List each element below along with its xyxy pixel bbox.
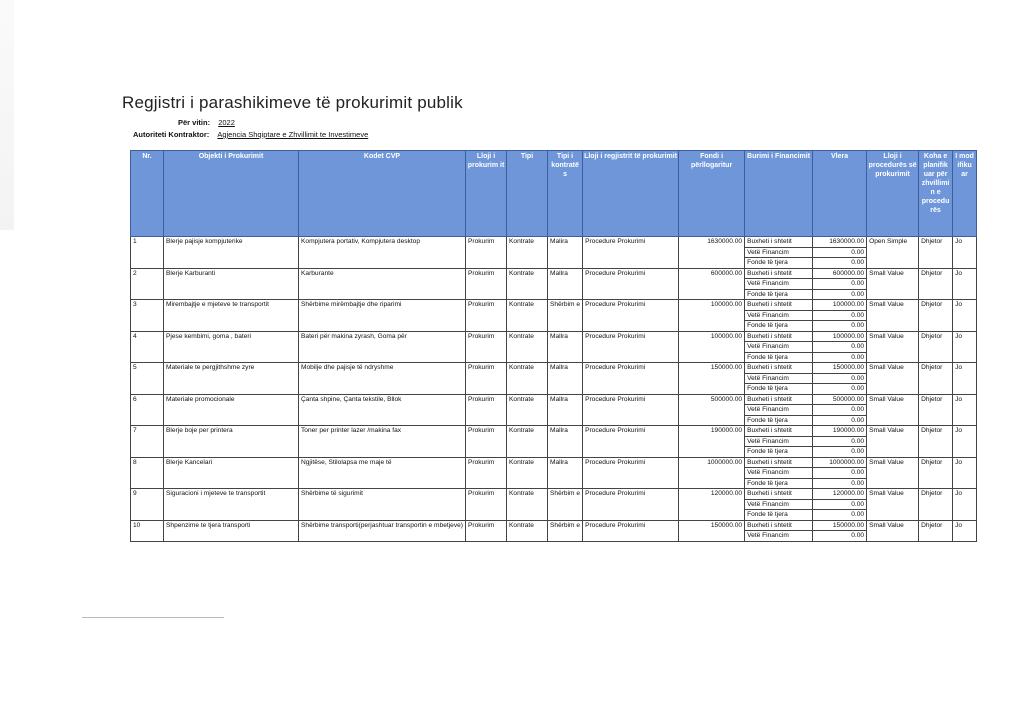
table-row [131, 237, 977, 248]
procurement-register-table [130, 150, 977, 542]
cell-tipi-kontrates: Mallra [548, 331, 583, 363]
year-label: Për vitin: [178, 118, 211, 127]
cell-burimi: Buxheti i shtetit [745, 394, 813, 405]
cell-nr: 2 [131, 268, 164, 300]
cell-vlera: 0.00 [813, 289, 867, 300]
cell-procedure: Small Value [867, 394, 919, 426]
cell-burimi: Buxheti i shtetit [745, 300, 813, 311]
cell-regjistri: Procedure Prokurimi [583, 331, 679, 363]
cell-tipi: Kontrate [507, 300, 548, 332]
cell-burimi: Buxheti i shtetit [745, 237, 813, 248]
cell-vlera: 0.00 [813, 373, 867, 384]
cell-regjistri: Procedure Prokurimi [583, 457, 679, 489]
cell-objekti: Blerje boje per printera [164, 426, 299, 458]
cell-kodet: Shërbime transporti(perjashtuar transportin e mbetjeve) [299, 520, 466, 541]
cell-objekti: Shpenzime te tjera transporti [164, 520, 299, 541]
table-row [131, 457, 977, 468]
cell-procedure: Small Value [867, 300, 919, 332]
cell-fondi: 100000.00 [679, 300, 745, 332]
cell-koha: Dhjetor [919, 394, 953, 426]
table-row [131, 363, 977, 374]
cell-lloji: Prokurim [466, 363, 507, 395]
cell-burimi: Vetë Financim [745, 342, 813, 353]
cell-nr: 9 [131, 489, 164, 521]
cell-modifikuar: Jo [953, 268, 977, 300]
cell-lloji: Prokurim [466, 520, 507, 541]
cell-procedure: Small Value [867, 331, 919, 363]
cell-lloji: Prokurim [466, 457, 507, 489]
cell-burimi: Buxheti i shtetit [745, 457, 813, 468]
cell-procedure: Small Value [867, 268, 919, 300]
cell-tipi: Kontrate [507, 237, 548, 269]
cell-tipi-kontrates: Mallra [548, 394, 583, 426]
cell-koha: Dhjetor [919, 426, 953, 458]
cell-modifikuar: Jo [953, 300, 977, 332]
cell-vlera: 0.00 [813, 384, 867, 395]
cell-fondi: 600000.00 [679, 268, 745, 300]
cell-burimi: Vetë Financim [745, 310, 813, 321]
cell-kodet: Kompjutera portativ, Kompjutera desktop [299, 237, 466, 269]
cell-koha: Dhjetor [919, 237, 953, 269]
cell-vlera: 0.00 [813, 352, 867, 363]
cell-lloji: Prokurim [466, 268, 507, 300]
cell-burimi: Fonde të tjera [745, 447, 813, 458]
cell-modifikuar: Jo [953, 457, 977, 489]
cell-burimi: Fonde të tjera [745, 258, 813, 269]
cell-objekti: Mirembajtje e mjeteve te transportit [164, 300, 299, 332]
header-fondi: Fondi i përllogaritur [679, 151, 745, 237]
cell-lloji: Prokurim [466, 489, 507, 521]
cell-koha: Dhjetor [919, 331, 953, 363]
cell-burimi: Fonde të tjera [745, 289, 813, 300]
cell-objekti: Pjese kembimi, goma , bateri [164, 331, 299, 363]
header-koha: Koha e planifik uar për zhvillimi n e procedu rës [919, 151, 953, 237]
cell-burimi: Buxheti i shtetit [745, 426, 813, 437]
footer-rule [82, 617, 224, 618]
cell-tipi: Kontrate [507, 520, 548, 541]
cell-tipi-kontrates: Mallra [548, 426, 583, 458]
cell-vlera: 600000.00 [813, 268, 867, 279]
cell-vlera: 100000.00 [813, 331, 867, 342]
cell-objekti: Blerje Kancelari [164, 457, 299, 489]
cell-vlera: 0.00 [813, 468, 867, 479]
header-tipi-kontrates: Tipi i kontratë s [548, 151, 583, 237]
cell-burimi: Vetë Financim [745, 468, 813, 479]
cell-regjistri: Procedure Prokurimi [583, 489, 679, 521]
cell-regjistri: Procedure Prokurimi [583, 520, 679, 541]
year-line [178, 118, 235, 127]
year-value: 2022 [218, 118, 235, 127]
scan-edge-shadow [0, 0, 14, 230]
cell-kodet: Shërbime të sigurimit [299, 489, 466, 521]
cell-tipi-kontrates: Mallra [548, 268, 583, 300]
header-modifikuar: I mod ifiku ar [953, 151, 977, 237]
header-objekti: Objekti i Prokurimit [164, 151, 299, 237]
header-kodet: Kodet CVP [299, 151, 466, 237]
cell-lloji: Prokurim [466, 237, 507, 269]
cell-modifikuar: Jo [953, 363, 977, 395]
cell-procedure: Small Value [867, 457, 919, 489]
cell-nr: 8 [131, 457, 164, 489]
cell-nr: 1 [131, 237, 164, 269]
cell-burimi: Vetë Financim [745, 405, 813, 416]
cell-fondi: 1630000.00 [679, 237, 745, 269]
cell-vlera: 0.00 [813, 447, 867, 458]
cell-burimi: Vetë Financim [745, 279, 813, 290]
cell-procedure: Open Simple [867, 237, 919, 269]
cell-vlera: 0.00 [813, 510, 867, 521]
table-row [131, 268, 977, 279]
cell-vlera: 500000.00 [813, 394, 867, 405]
cell-vlera: 120000.00 [813, 489, 867, 500]
cell-burimi: Fonde të tjera [745, 384, 813, 395]
cell-regjistri: Procedure Prokurimi [583, 268, 679, 300]
cell-koha: Dhjetor [919, 520, 953, 541]
cell-vlera: 150000.00 [813, 363, 867, 374]
cell-vlera: 0.00 [813, 531, 867, 542]
cell-tipi: Kontrate [507, 268, 548, 300]
cell-koha: Dhjetor [919, 489, 953, 521]
table-row [131, 489, 977, 500]
cell-nr: 5 [131, 363, 164, 395]
cell-lloji: Prokurim [466, 331, 507, 363]
cell-koha: Dhjetor [919, 268, 953, 300]
table-row [131, 331, 977, 342]
cell-tipi: Kontrate [507, 363, 548, 395]
header-vlera: Vlera [813, 151, 867, 237]
cell-procedure: Small Value [867, 520, 919, 541]
cell-procedure: Small Value [867, 489, 919, 521]
cell-fondi: 100000.00 [679, 331, 745, 363]
header-procedures: Lloji i procedurës së prokurimit [867, 151, 919, 237]
cell-tipi: Kontrate [507, 457, 548, 489]
cell-vlera: 0.00 [813, 310, 867, 321]
cell-vlera: 1630000.00 [813, 237, 867, 248]
cell-burimi: Fonde të tjera [745, 478, 813, 489]
cell-kodet: Toner per printer lazer /makina fax [299, 426, 466, 458]
cell-modifikuar: Jo [953, 489, 977, 521]
cell-modifikuar: Jo [953, 394, 977, 426]
cell-fondi: 150000.00 [679, 520, 745, 541]
cell-regjistri: Procedure Prokurimi [583, 237, 679, 269]
cell-modifikuar: Jo [953, 426, 977, 458]
cell-modifikuar: Jo [953, 520, 977, 541]
cell-lloji: Prokurim [466, 394, 507, 426]
cell-objekti: Materiale te pergjithshme zyre [164, 363, 299, 395]
cell-regjistri: Procedure Prokurimi [583, 394, 679, 426]
cell-nr: 6 [131, 394, 164, 426]
page-title: Regjistri i parashikimeve të prokurimit publik [122, 93, 463, 112]
header-nr: Nr. [131, 151, 164, 237]
cell-burimi: Fonde të tjera [745, 352, 813, 363]
cell-vlera: 0.00 [813, 342, 867, 353]
cell-kodet: Ngjitëse, Stilolapsa me maje të [299, 457, 466, 489]
cell-regjistri: Procedure Prokurimi [583, 426, 679, 458]
cell-burimi: Vetë Financim [745, 436, 813, 447]
cell-vlera: 0.00 [813, 279, 867, 290]
cell-fondi: 500000.00 [679, 394, 745, 426]
header-lloji: Lloji i prokurim it [466, 151, 507, 237]
cell-vlera: 100000.00 [813, 300, 867, 311]
cell-lloji: Prokurim [466, 300, 507, 332]
cell-tipi-kontrates: Mallra [548, 457, 583, 489]
cell-vlera: 0.00 [813, 499, 867, 510]
cell-tipi-kontrates: Shërbim e [548, 489, 583, 521]
cell-regjistri: Procedure Prokurimi [583, 363, 679, 395]
cell-vlera: 0.00 [813, 478, 867, 489]
cell-tipi: Kontrate [507, 489, 548, 521]
cell-fondi: 1000000.00 [679, 457, 745, 489]
cell-vlera: 0.00 [813, 405, 867, 416]
cell-tipi-kontrates: Shërbim e [548, 300, 583, 332]
cell-vlera: 150000.00 [813, 520, 867, 531]
cell-tipi-kontrates: Shërbim e [548, 520, 583, 541]
cell-burimi: Vetë Financim [745, 373, 813, 384]
cell-tipi-kontrates: Malira [548, 237, 583, 269]
cell-vlera: 0.00 [813, 436, 867, 447]
cell-fondi: 190000.00 [679, 426, 745, 458]
cell-modifikuar: Jo [953, 237, 977, 269]
cell-procedure: Small Value [867, 426, 919, 458]
cell-regjistri: Procedure Prokurimi [583, 300, 679, 332]
table-row [131, 520, 977, 531]
table-header-row [131, 151, 977, 237]
cell-tipi: Kontrate [507, 426, 548, 458]
cell-nr: 7 [131, 426, 164, 458]
cell-vlera: 0.00 [813, 321, 867, 332]
cell-burimi: Buxheti i shtetit [745, 331, 813, 342]
cell-vlera: 190000.00 [813, 426, 867, 437]
cell-nr: 3 [131, 300, 164, 332]
cell-kodet: Karburante [299, 268, 466, 300]
cell-koha: Dhjetor [919, 363, 953, 395]
cell-burimi: Fonde të tjera [745, 321, 813, 332]
cell-objekti: Blerje pajisje kompjuterike [164, 237, 299, 269]
cell-burimi: Buxheti i shtetit [745, 268, 813, 279]
cell-nr: 10 [131, 520, 164, 541]
cell-fondi: 120000.00 [679, 489, 745, 521]
cell-burimi: Fonde të tjera [745, 415, 813, 426]
cell-vlera: 1000000.00 [813, 457, 867, 468]
cell-nr: 4 [131, 331, 164, 363]
cell-tipi-kontrates: Mallra [548, 363, 583, 395]
cell-vlera: 0.00 [813, 415, 867, 426]
cell-kodet: Bateri për makina zyrash, Goma për [299, 331, 466, 363]
cell-burimi: Vetë Financim [745, 531, 813, 542]
cell-vlera: 0.00 [813, 258, 867, 269]
authority-line [133, 130, 368, 139]
cell-tipi: Kontrate [507, 394, 548, 426]
cell-burimi: Buxheti i shtetit [745, 489, 813, 500]
cell-objekti: Materiale promocionale [164, 394, 299, 426]
header-tipi: Tipi [507, 151, 548, 237]
cell-objekti: Blerje Karburanti [164, 268, 299, 300]
cell-koha: Dhjetor [919, 457, 953, 489]
cell-kodet: Shërbime mirëmbajtje dhe riparimi [299, 300, 466, 332]
header-regjistri: Lloji i regjistrit të prokurimit [583, 151, 679, 237]
authority-label: Autoriteti Kontraktor: [133, 130, 210, 139]
cell-vlera: 0.00 [813, 247, 867, 258]
cell-burimi: Vetë Financim [745, 499, 813, 510]
cell-kodet: Mobilje dhe pajisje të ndryshme [299, 363, 466, 395]
cell-modifikuar: Jo [953, 331, 977, 363]
cell-burimi: Buxheti i shtetit [745, 520, 813, 531]
cell-kodet: Çanta shpine, Çanta tekstile, Bllok [299, 394, 466, 426]
cell-objekti: Siguracioni i mjeteve te transportit [164, 489, 299, 521]
authority-value: Agjencia Shqiptare e Zhvillimit te Investimeve [217, 130, 369, 139]
cell-burimi: Vetë Financim [745, 247, 813, 258]
table-row [131, 426, 977, 437]
cell-burimi: Fonde të tjera [745, 510, 813, 521]
table-row [131, 394, 977, 405]
cell-burimi: Buxheti i shtetit [745, 363, 813, 374]
cell-lloji: Prokurim [466, 426, 507, 458]
cell-koha: Dhjetor [919, 300, 953, 332]
cell-tipi: Kontrate [507, 331, 548, 363]
cell-fondi: 150000.00 [679, 363, 745, 395]
table-row [131, 300, 977, 311]
header-burimi: Burimi i Financimit [745, 151, 813, 237]
cell-procedure: Small Value [867, 363, 919, 395]
